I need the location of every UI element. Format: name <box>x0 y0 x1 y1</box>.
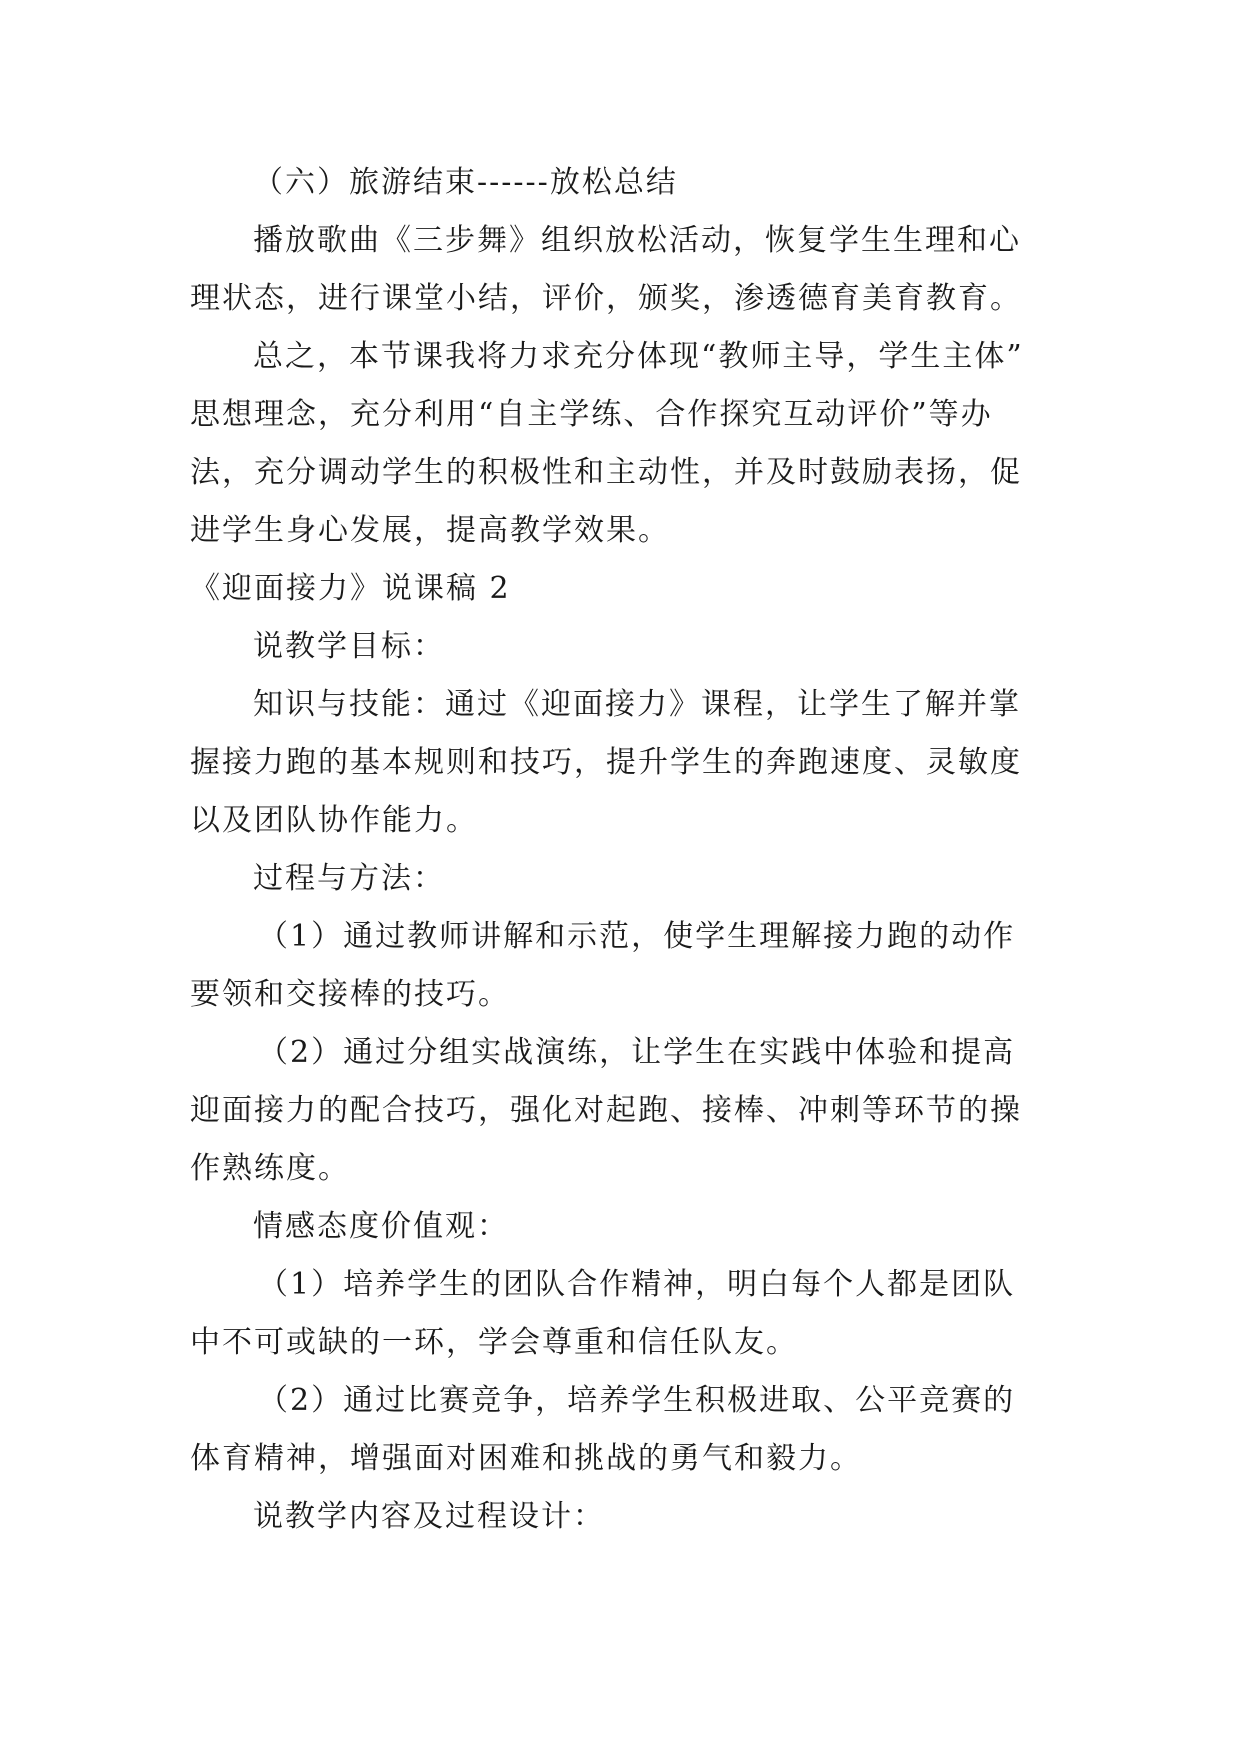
list-item: （1）通过教师讲解和示范，使学生理解接力跑的动作 <box>258 919 1016 954</box>
section-heading: （六）旅游结束------放松总结 <box>253 165 678 200</box>
paragraph-line: 以及团队协作能力。 <box>190 803 478 838</box>
paragraph-line: 播放歌曲《三步舞》组织放松活动，恢复学生生理和心 <box>253 223 1021 258</box>
paragraph-line: 中不可或缺的一环，学会尊重和信任队友。 <box>190 1325 798 1360</box>
paragraph-line: 握接力跑的基本规则和技巧，提升学生的奔跑速度、灵敏度 <box>190 745 1022 780</box>
list-item: （1）培养学生的团队合作精神，明白每个人都是团队 <box>258 1267 1016 1302</box>
section-heading: 情感态度价值观： <box>253 1209 509 1244</box>
paragraph-line: 迎面接力的配合技巧，强化对起跑、接棒、冲刺等环节的操 <box>190 1093 1022 1128</box>
paragraph-line: 要领和交接棒的技巧。 <box>190 977 510 1012</box>
list-item: （2）通过比赛竞争，培养学生积极进取、公平竞赛的 <box>258 1383 1016 1418</box>
paragraph-line: 理状态，进行课堂小结，评价，颁奖，渗透德育美育教育。 <box>190 281 1022 316</box>
list-item: （2）通过分组实战演练，让学生在实践中体验和提高 <box>258 1035 1016 1070</box>
section-heading: 说教学目标： <box>253 629 445 664</box>
paragraph-line: 进学生身心发展，提高教学效果。 <box>190 513 670 548</box>
paragraph-line: 体育精神，增强面对困难和挑战的勇气和毅力。 <box>190 1441 862 1476</box>
paragraph-line: 知识与技能：通过《迎面接力》课程，让学生了解并掌 <box>253 687 1021 722</box>
paragraph-line: 思想理念，充分利用“自主学练、合作探究互动评价”等办 <box>190 397 993 432</box>
section-heading: 过程与方法： <box>253 861 445 896</box>
section-heading: 说教学内容及过程设计： <box>253 1499 605 1534</box>
document-title: 《迎面接力》说课稿 2 <box>190 571 511 606</box>
paragraph-line: 总之，本节课我将力求充分体现“教师主导，学生主体” <box>253 339 1024 374</box>
paragraph-line: 作熟练度。 <box>190 1151 350 1186</box>
paragraph-line: 法，充分调动学生的积极性和主动性，并及时鼓励表扬，促 <box>190 455 1022 490</box>
